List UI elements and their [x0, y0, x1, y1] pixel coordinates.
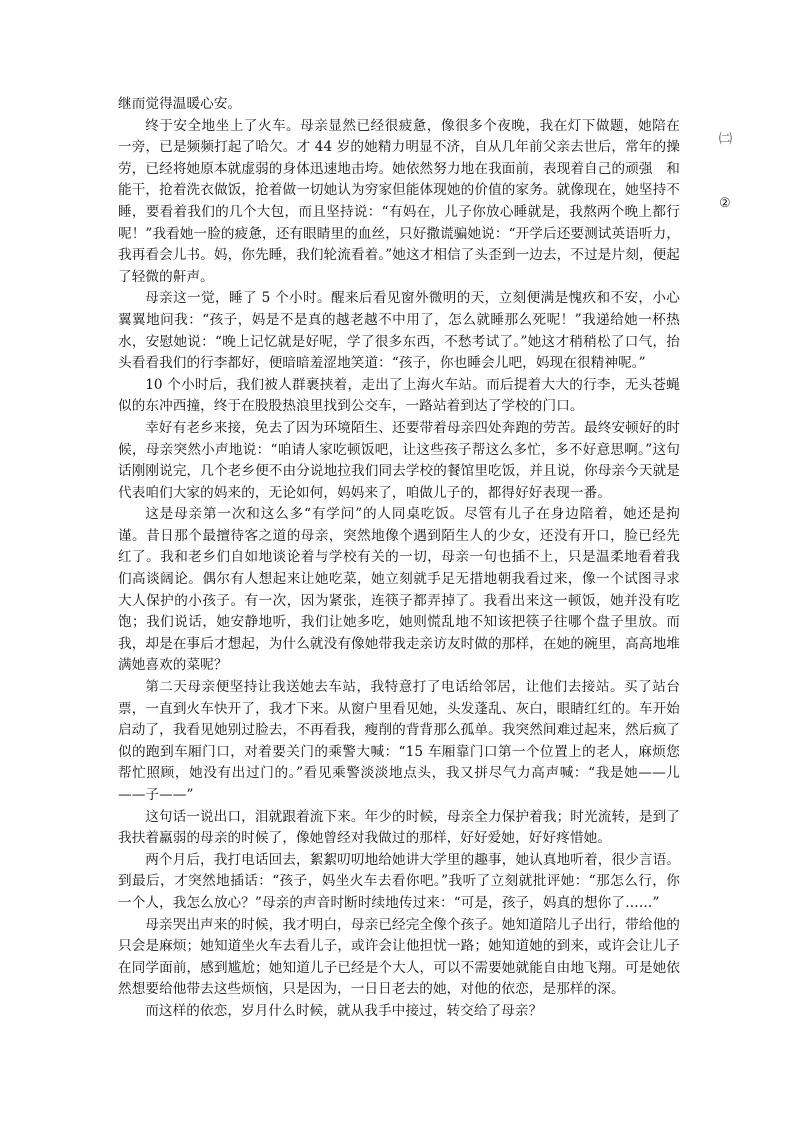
margin-note-2: ②: [719, 196, 731, 211]
paragraph-9: 两个月后，我打电话回去，絮絮叨叨地给她讲大学里的趣事，她认真地听着，很少言语。到最后，才突然地插话：“孩子，妈坐火车去看你吧。”我听了立刻就批评她：“那怎么行，你一个人，我怎么放心？”母亲的声音时断时续地传过来：“可是，孩子，妈真的想你了……”: [118, 851, 680, 911]
paragraph-1: 继而觉得温暖心安。: [118, 96, 242, 112]
paragraph-6: 这是母亲第一次和这么多“有学问”的人同桌吃饭。尽管有儿子在身边陪着，她还是拘 谨。昔日那个最擅待客之道的母亲，突然地像个遇到陌生人的少女，还没有开口，脸已经先 红了。我和老乡们自如地谈论着与学校有关的一切，母亲一句也插不上，只是温柔地看着我 们高谈阔论。偶尔有人想起来让她吃菜，她立刻就手足无措地朝我看过来，像一个试图寻求 大人保护的小孩子。有一次，因为紧张，连筷子都弄掉了。我看出来这一顿饭，她并没有吃 饱；我们说话，她安静地听，我们让她多吃，她则慌乱地不知该把筷子往哪个盘子里放。而 我，却是在事后才想起，为什么就没有像她带我走亲访友时做的那样，在她的碗里，高高地堆满她喜欢的菜呢？: [118, 506, 694, 674]
paragraph-7: 第二天母亲便坚持让我送她去车站，我特意打了电话给邻居，让他们去接站。买了站台 票，一直到火车快开了，我才下来。从窗户里看见她，头发蓬乱、灰白，眼睛红红的。车开始启动了，我看见她别过脸去，不再看我，瘦削的背背那么孤单。我突然间难过起来，然后疯了似的跑到车厢门口，对着要关门的乘警大喊：“15 车厢靠门口第一个位置上的老人，麻烦您帮忙照顾，她没有出过门的。”看见乘警淡淡地点头，我又拼尽气力高声喊：“我是她——儿——子——”: [118, 679, 694, 803]
paragraph-8: 这句话一说出口，泪就跟着流下来。年少的时候，母亲全力保护着我；时光流转，是到了我扶着羸弱的母亲的时候了，像她曾经对我做过的那样，好好爱她，好好疼惜她。: [118, 808, 680, 847]
paragraph-2: 终于安全地坐上了火车。母亲显然已经很疲惫，像很多个夜晚，我在灯下做题，她陪在 一旁，已是频频打起了哈欠。才 44 岁的她精力明显不济，自从几年前父亲去世后，常年的操劳，已经将她原本就虚弱的身体迅速地击垮。她依然努力地在我面前，表现着自己的顽强 和能干，抢着洗衣做饭，抢着做一切她认为穷家但能体现她的价值的家务。就像现在，她坚持不睡，要看着我们的几个大包，而且坚持说：“有妈在，儿子你放心睡就是，我熬两个晚上都行呢！”我看她一脸的疲惫，还有眼睛里的血丝，只好撒谎骗她说：“开学后还要测试英语听力，我再看会儿书。妈，你先睡，我们轮流看着。”她这才相信了头歪到一边去，不过是片刻，便起了轻微的鼾声。: [118, 117, 694, 285]
paragraph-4: 10 个小时后，我们被人群裹挟着，走出了上海火车站。而后提着大大的行李，无头苍蝇似的东冲西撞，终于在股股热浪里找到公交车，一路站着到达了学校的门口。: [118, 376, 680, 415]
margin-note-1: ㈡: [719, 132, 733, 147]
paragraph-11: 而这样的依恋，岁月什么时候，就从我手中接过，转交给了母亲？: [145, 1002, 543, 1019]
paragraph-10: 母亲哭出声来的时候，我才明白，母亲已经完全像个孩子。她知道陪儿子出行，带给他的只会是麻烦；她知道坐火车去看儿子，或许会让他担忧一路；她知道她的到来，或许会让儿子在同学面前，感到尴尬；她知道儿子已经是个大人，可以不需要她就能自由地飞翔。可是她依然想要给他带去这些烦恼，只是因为，一日日老去的她，对他的依恋，是那样的深。: [118, 916, 680, 998]
article-body: [118, 94, 694, 1023]
paragraph-3: 母亲这一觉，睡了 5 个小时。醒来后看见窗外微明的天，立刻便满是愧疚和不安，小心翼翼地问我：“孩子，妈是不是真的越老越不中用了，怎么就睡那么死呢！”我递给她一杯热水，安慰她说：“晚上记忆就是好呢，学了很多东西，不愁考试了。”她这才稍稍松了口气，抬头看看我们的行李都好，便暗暗羞涩地笑道：“孩子，你也睡会儿吧，妈现在很精神呢。”: [118, 290, 680, 372]
paragraph-5: 幸好有老乡来接，免去了因为环境陌生、还要带着母亲四处奔跑的劳苦。最终安顿好的时候，母亲突然小声地说：“咱请人家吃顿饭吧，让这些孩子帮这么多忙，多不好意思啊。”这句话刚刚说完，几个老乡便不由分说地拉我们同去学校的餐馆里吃饭，并且说，你母亲今天就是代表咱们大家的妈来的，无论如何，妈妈来了，咱做儿子的，都得好好表现一番。: [118, 419, 680, 501]
